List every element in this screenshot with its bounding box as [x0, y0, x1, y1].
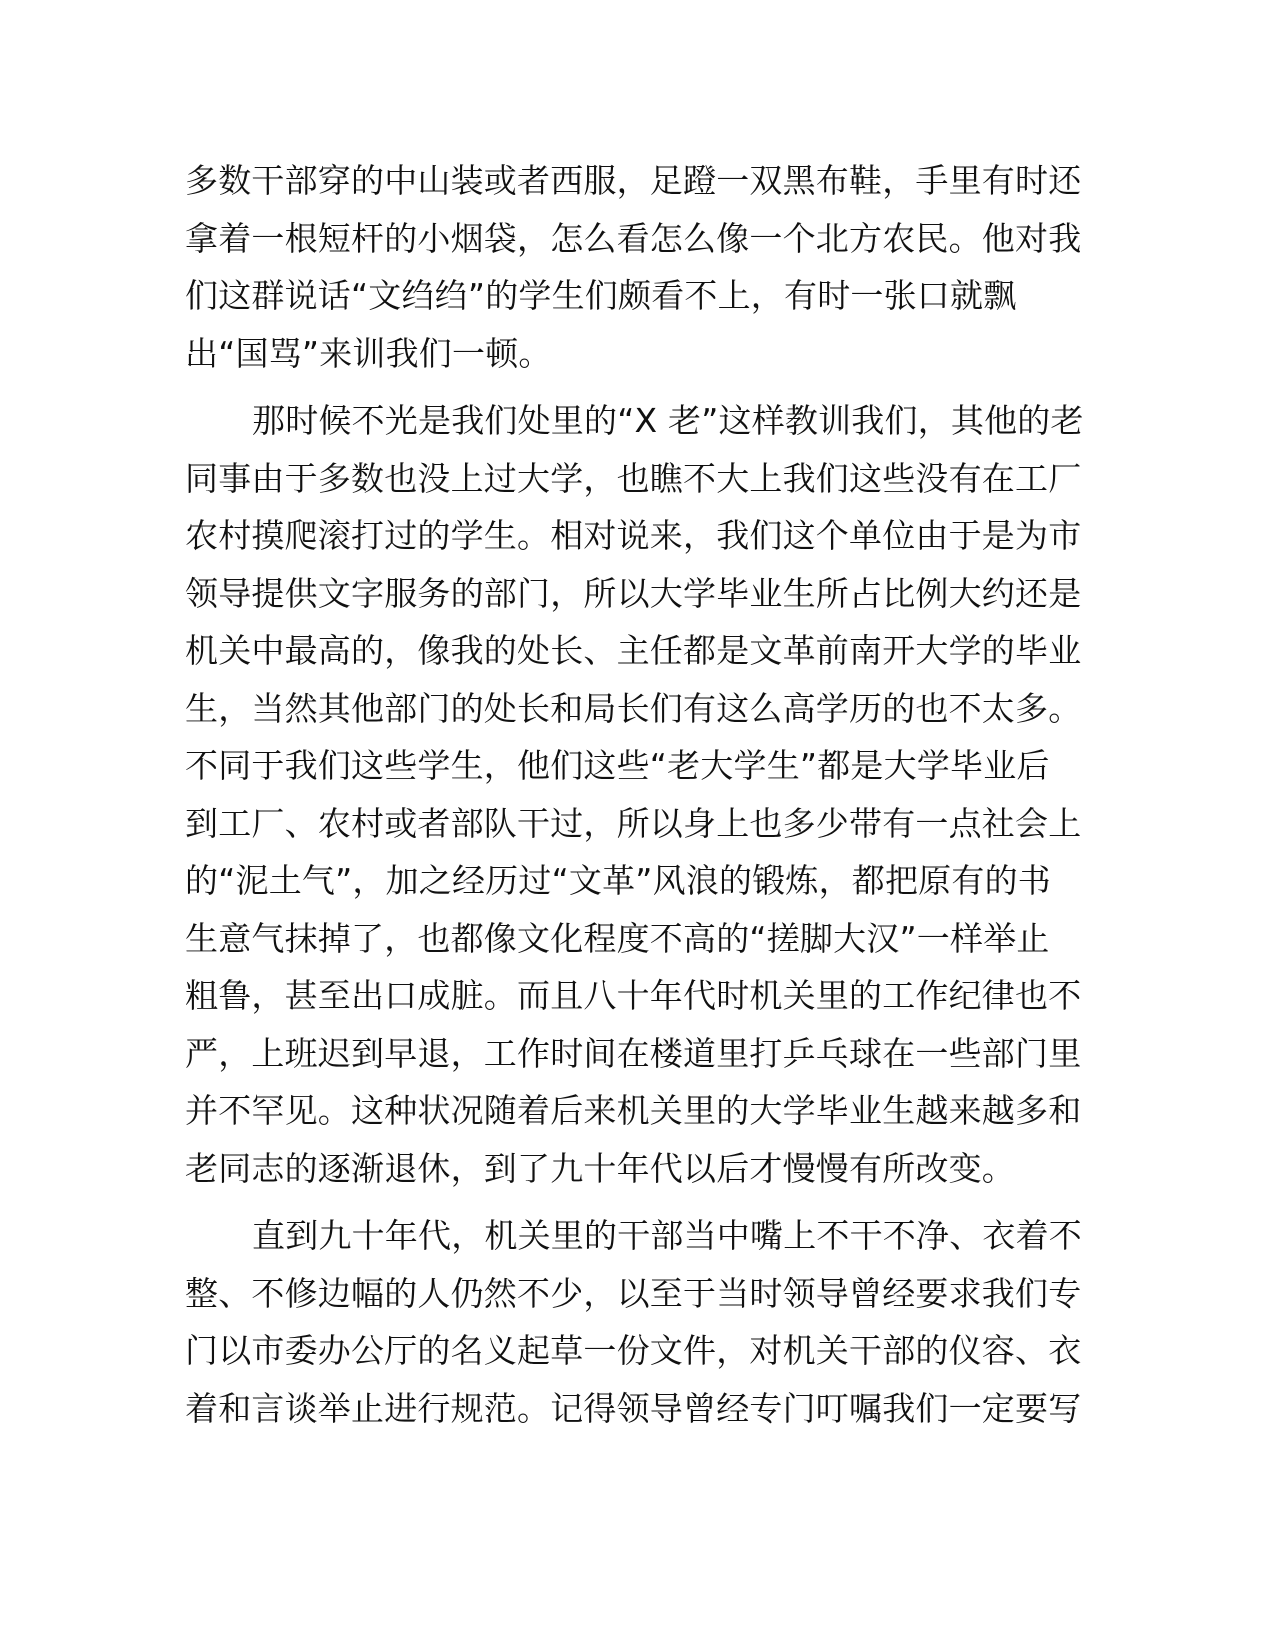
- text-line: 多数干部穿的中山装或者西服，足蹬一双黑布鞋，手里有时还: [185, 161, 1082, 200]
- text-line: 整、不修边幅的人仍然不少，以至于当时领导曾经要求我们专: [185, 1273, 1082, 1313]
- text-line: 生意气抹掉了，也都像文化程度不高的“搓脚大汉”一样举止: [185, 918, 1050, 958]
- paragraph-1: [185, 152, 1085, 382]
- text-line: 严，上班迟到早退，工作时间在楼道里打乒乓球在一些部门里: [185, 1033, 1082, 1073]
- text-line: 拿着一根短杆的小烟袋，怎么看怎么像一个北方农民。他对我: [185, 218, 1082, 258]
- text-line: 同事由于多数也没上过大学，也瞧不大上我们这些没有在工厂: [185, 458, 1082, 498]
- text-line: 门以市委办公厅的名义起草一份文件，对机关干部的仪容、衣: [185, 1331, 1082, 1370]
- text-line: 生，当然其他部门的处长和局长们有这么高学历的也不太多。: [185, 688, 1082, 728]
- paragraph-3: [185, 1207, 1085, 1437]
- text-line: 农村摸爬滚打过的学生。相对说来，我们这个单位由于是为市: [185, 516, 1082, 555]
- text-line: 的“泥土气”，加之经历过“文革”风浪的锻炼，都把原有的书: [185, 861, 1051, 900]
- text-line: 出“国骂”来训我们一顿。: [185, 333, 552, 373]
- text-line: 不同于我们这些学生，他们这些“老大学生”都是大学毕业后: [185, 746, 1050, 785]
- text-line: 并不罕见。这种状况随着后来机关里的大学毕业生越来越多和: [185, 1091, 1082, 1130]
- text-line: 直到九十年代，机关里的干部当中嘴上不干不净、衣着不: [252, 1216, 1082, 1255]
- text-line: 到工厂、农村或者部队干过，所以身上也多少带有一点社会上: [185, 803, 1082, 843]
- text-line: 领导提供文字服务的部门，所以大学毕业生所占比例大约还是: [185, 573, 1082, 613]
- text-line: 着和言谈举止进行规范。记得领导曾经专门叮嘱我们一定要写: [185, 1388, 1082, 1428]
- text-line: 老同志的逐渐退休，到了九十年代以后才慢慢有所改变。: [185, 1148, 1015, 1188]
- text-line: 粗鲁，甚至出口成脏。而且八十年代时机关里的工作纪律也不: [185, 976, 1082, 1015]
- body-text: [185, 152, 1085, 1437]
- text-line: 那时候不光是我们处里的“X 老”这样教训我们，其他的老: [252, 401, 1084, 440]
- text-line: 们这群说话“文绉绉”的学生们颇看不上，有时一张口就飘: [185, 276, 1017, 315]
- text-line: 机关中最高的，像我的处长、主任都是文革前南开大学的毕业: [185, 631, 1082, 670]
- paragraph-gap: [185, 382, 1085, 392]
- paragraph-2: [185, 392, 1085, 1197]
- paragraph-gap: [185, 1197, 1085, 1207]
